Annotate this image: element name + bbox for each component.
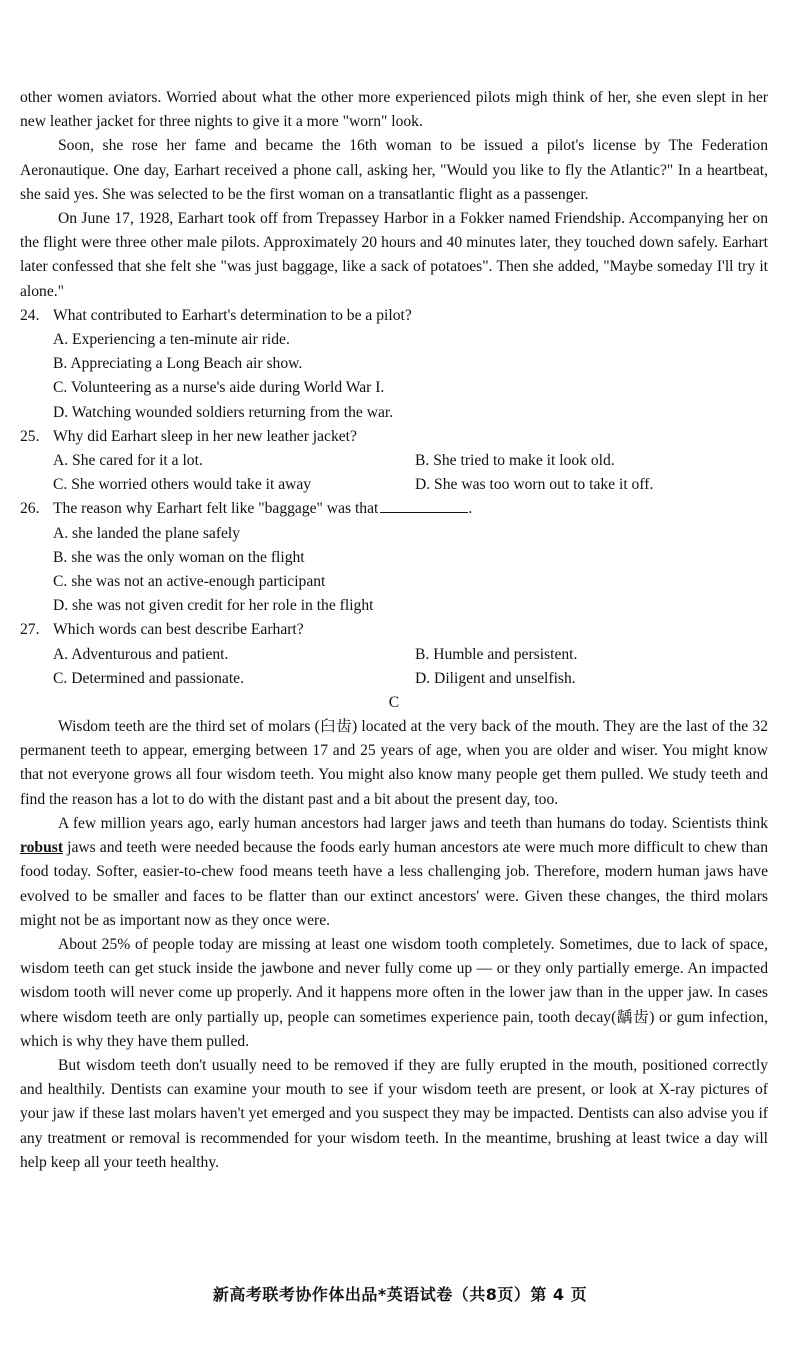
question-stem-end: .	[468, 500, 473, 518]
option-b: B. she was the only woman on the flight	[53, 548, 305, 566]
option-b: B. Appreciating a Long Beach air show.	[53, 355, 303, 373]
option-c: C. She worried others would take it away	[53, 476, 312, 494]
paragraph-text: jaws and teeth were needed because the foods early human ancestors ate were much more difficult to chew than food today. Softer, easier-to-chew food means teeth have a less challenging job. Therefore, modern human jaws have evolved to be smaller and faces to be flatter than our extinct ancestors' were. Given these changes, the third molars might not be as important now as they once were.	[20, 839, 768, 929]
option-d: D. Watching wounded soldiers returning from the war.	[53, 403, 394, 421]
answer-blank	[380, 500, 468, 513]
question-number: 26.	[20, 500, 40, 518]
option-c: C. Determined and passionate.	[53, 669, 244, 687]
question-stem: Why did Earhart sleep in her new leather jacket?	[53, 427, 357, 445]
option-d: D. She was too worn out to take it off.	[415, 476, 654, 494]
underlined-word-robust: robust	[20, 839, 64, 857]
option-a: A. She cared for it a lot.	[53, 452, 203, 470]
option-d: D. she was not given credit for her role in the flight	[53, 597, 374, 615]
question-27	[20, 618, 768, 691]
option-c: C. she was not an active-enough participant	[53, 573, 326, 591]
question-number: 27.	[20, 621, 40, 639]
question-24	[20, 304, 768, 425]
passage-c-paragraph-4: But wisdom teeth don't usually need to be removed if they are fully erupted in the mouth, positioned correctly and healthily. Dentists can examine your mouth to see if your wisdom teeth are present, or look at X-ray pictures of your jaw if these last molars haven't yet emerged and you suspect they may be impacted. Dentists can also advise you if any treatment or removal is recommended for your wisdom teeth. In the meantime, brushing at least twice a day will help keep all your teeth healthy.	[20, 1056, 768, 1171]
section-heading-c: C	[388, 694, 400, 712]
passage-c-paragraph-2	[20, 812, 768, 933]
passage-c-paragraph-1: Wisdom teeth are the third set of molars (臼齿) located at the very back of the mouth. They are the last of the 32 permanent teeth to appear, emerging between 17 and 25 years of age, when you are older and wiser. You might know that not everyone grows all four wisdom teeth. You might also know many people get them pulled. We study teeth and find the reason has a lot to do with the distant past and a bit about the present day, too.	[20, 718, 768, 808]
option-c: C. Volunteering as a nurse's aide during World War I.	[53, 379, 385, 397]
passage-b-paragraph-3: On June 17, 1928, Earhart took off from Trepassey Harbor in a Fokker named Friendship. Accompanying her on the flight were three other male pilots. Approximately 20 hours and 40 minutes later, they touched down safely. Earhart later confessed that she felt she "was just baggage, like a sack of potatoes". Then she added, "Maybe someday I'll try it alone."	[20, 210, 768, 300]
question-stem: Which words can best describe Earhart?	[53, 621, 304, 639]
passage-c-paragraph-3: About 25% of people today are missing at least one wisdom tooth completely. Sometimes, due to lack of space, wisdom teeth can get stuck inside the jawbone and never fully come up — or they only partially emerge. An impacted wisdom tooth will never come up properly. And it happens more often in the lower jaw than in the upper jaw. In cases where wisdom teeth are only partially up, people can sometimes experience pain, tooth decay(龋齿) or gum infection, which is why they have them pulled.	[20, 935, 768, 1050]
passage-b-paragraph-1: other women aviators. Worried about what the other more experienced pilots migh think of her, she even slept in her new leather jacket for three nights to give it a more "worn" look.	[20, 89, 768, 131]
question-number: 24.	[20, 306, 40, 324]
page-footer: 新高考联考协作体出品*英语试卷（共8页）第 4 页	[212, 1285, 588, 1304]
page-content	[20, 86, 768, 1175]
option-a: A. she landed the plane safely	[53, 524, 241, 542]
question-26	[20, 497, 768, 618]
option-a: A. Experiencing a ten-minute air ride.	[53, 331, 290, 349]
question-number: 25.	[20, 427, 40, 445]
option-b: B. She tried to make it look old.	[415, 452, 615, 470]
passage-b-paragraph-2: Soon, she rose her fame and became the 16th woman to be issued a pilot's license by The Federation Aeronautique. One day, Earhart received a phone call, asking her, "Would you like to fly the Atlantic?" In a heartbeat, she said yes. She was selected to be the first woman on a transatlantic flight as a passenger.	[20, 137, 768, 203]
paragraph-text: A few million years ago, early human ancestors had larger jaws and teeth than humans do today. Scientists think	[58, 814, 768, 832]
option-a: A. Adventurous and patient.	[53, 645, 229, 663]
question-25	[20, 425, 768, 498]
question-stem: What contributed to Earhart's determination to be a pilot?	[53, 306, 412, 324]
question-stem: The reason why Earhart felt like "baggage" was that	[53, 500, 379, 518]
option-d: D. Diligent and unselfish.	[415, 669, 576, 687]
option-b: B. Humble and persistent.	[415, 645, 578, 663]
